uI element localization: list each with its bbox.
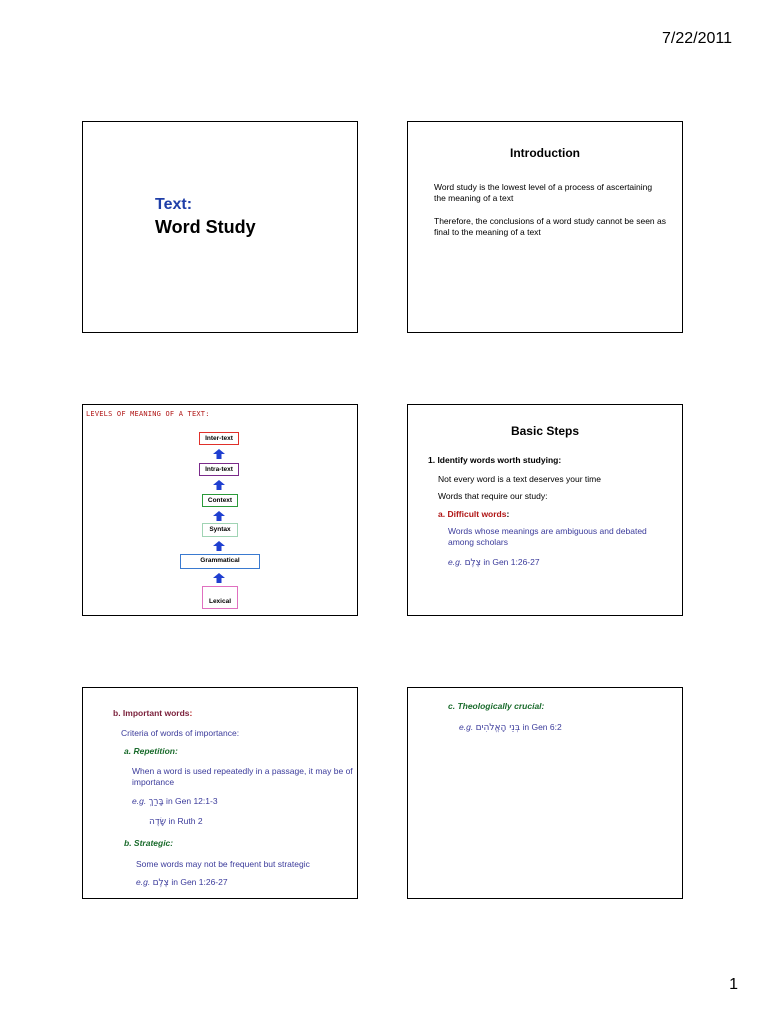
levels-title: LEVELS OF MEANING OF A TEXT: <box>86 410 210 418</box>
intro-paragraph-1: Word study is the lowest level of a process of ascertaining the meaning of a text <box>434 182 653 203</box>
arrow-up-icon <box>213 511 225 521</box>
step-line-2: Words that require our study: <box>438 491 548 501</box>
slide-subtitle: Text: <box>155 196 193 213</box>
slide-theologically-crucial <box>407 687 683 899</box>
level-intra-text: Intra-text <box>199 463 239 476</box>
arrow-up-icon <box>213 541 225 551</box>
page-number: 1 <box>729 976 738 993</box>
b-strategic: b. Strategic: <box>124 838 174 848</box>
slide-introduction <box>407 121 683 333</box>
slide-basic-steps <box>407 404 683 616</box>
level-grammatical: Grammatical <box>180 554 260 569</box>
intro-paragraph-2: Therefore, the conclusions of a word study cannot be seen as final to the meaning of a text <box>434 216 666 237</box>
level-context: Context <box>202 494 238 507</box>
arrow-up-icon <box>213 480 225 490</box>
step-line-1: Not every word is a text deserves your time <box>438 474 601 484</box>
arrow-up-icon <box>213 449 225 459</box>
c-theologically-crucial: c. Theologically crucial: <box>448 701 545 711</box>
level-syntax: Syntax <box>202 523 238 537</box>
slide-heading: Introduction <box>510 146 580 160</box>
difficult-example: e.g. צֶלֶם in Gen 1:26-27 <box>448 557 540 568</box>
level-inter-text: Inter-text <box>199 432 239 445</box>
level-lexical: Lexical <box>202 586 238 609</box>
slide-heading: Basic Steps <box>510 424 580 438</box>
repetition-example-2: שָׂדֶה in Ruth 2 <box>149 816 203 827</box>
theological-example: e.g. בְּנֵי הָאֱלֹהִים in Gen 6:2 <box>459 722 562 733</box>
difficult-description: Words whose meanings are ambiguous and debated among scholars <box>448 526 647 547</box>
strategic-description: Some words may not be frequent but strategic <box>136 859 310 869</box>
slide-title <box>82 121 358 333</box>
arrow-up-icon <box>213 573 225 583</box>
a-repetition: a. Repetition: <box>124 746 178 756</box>
repetition-example-1: e.g. בָּרַךְ in Gen 12:1-3 <box>132 796 218 807</box>
slide-levels <box>82 404 358 616</box>
slide-important-words <box>82 687 358 899</box>
b-important-words: b. Important words: <box>113 708 193 718</box>
step-1: 1. Identify words worth studying: <box>428 455 562 465</box>
strategic-example: e.g. צֶלֶם in Gen 1:26-27 <box>136 877 228 888</box>
page-date: 7/22/2011 <box>662 30 732 47</box>
criteria-line: Criteria of words of importance: <box>121 728 240 738</box>
slide-title-text: Word Study <box>155 217 256 237</box>
repetition-description: When a word is used repeatedly in a passage, it may be of importance <box>132 766 353 787</box>
sub-a-difficult: a. Difficult words: <box>438 509 510 519</box>
